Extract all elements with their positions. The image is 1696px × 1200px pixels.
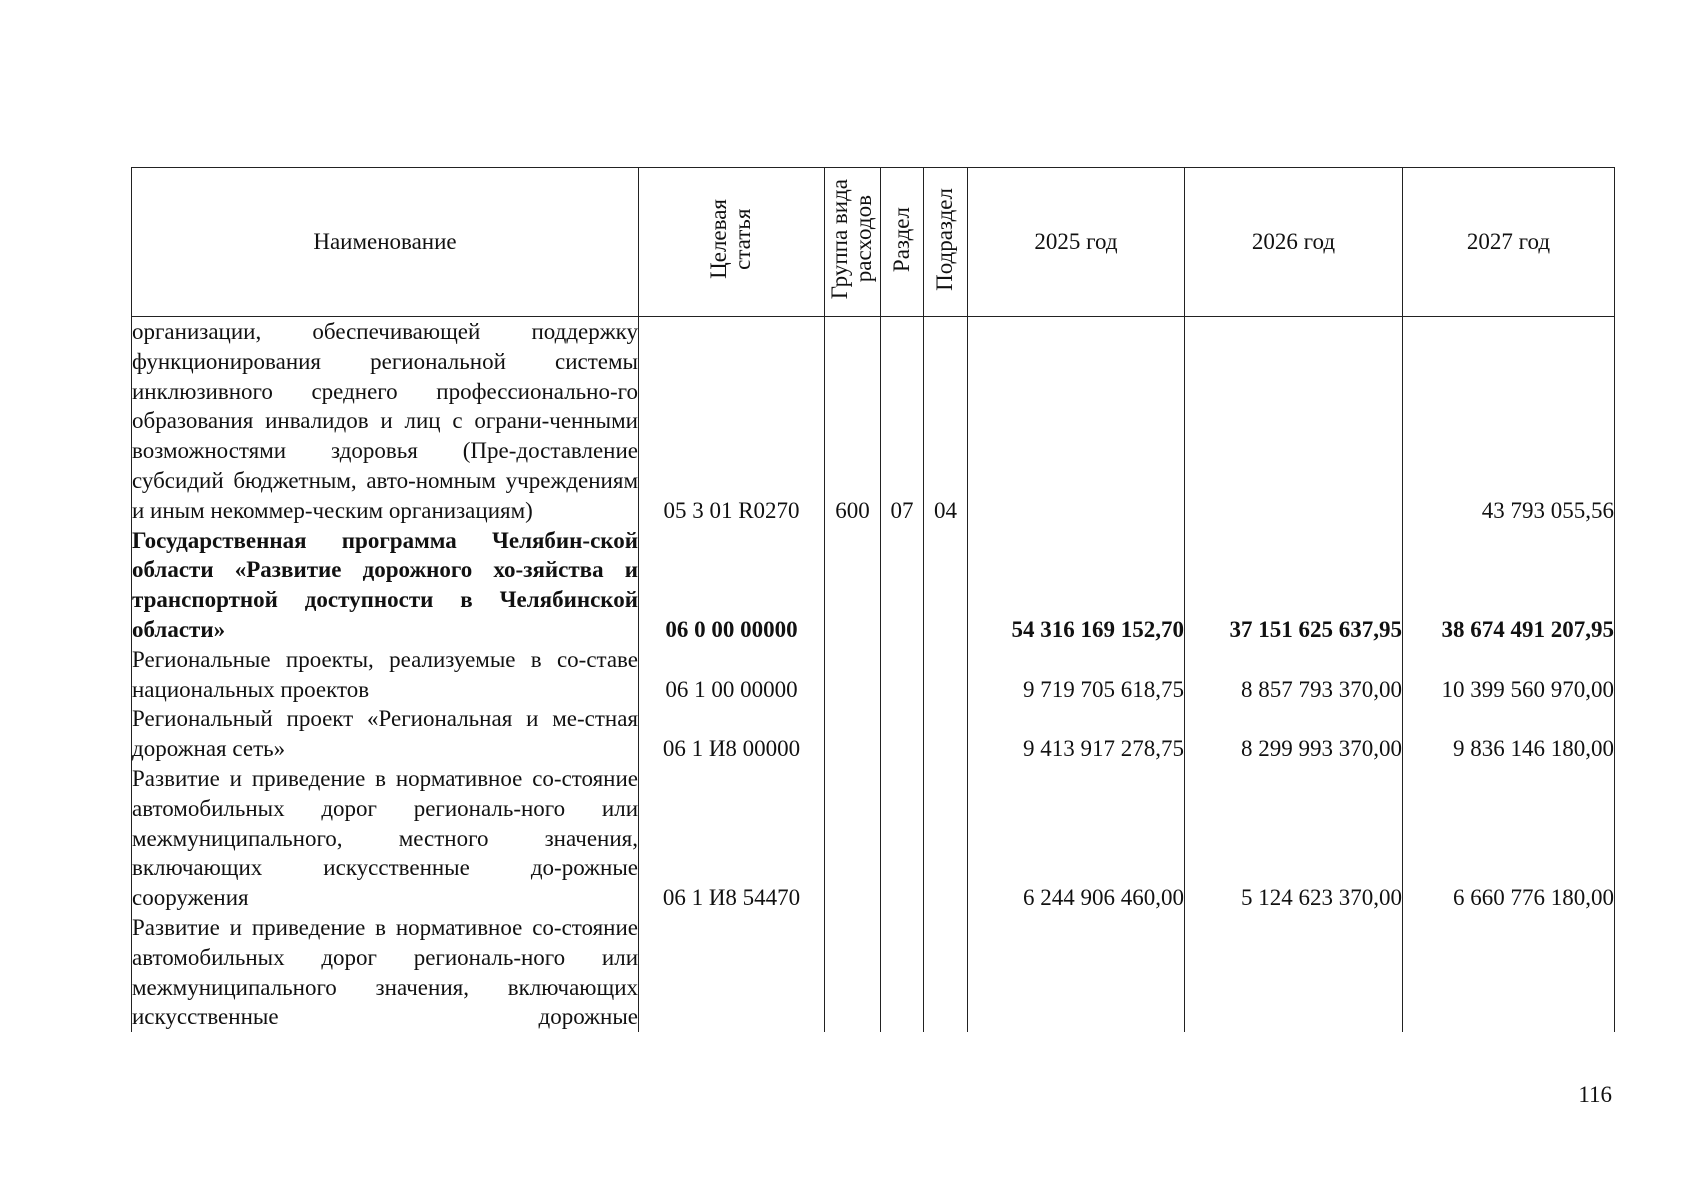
row-2026: 8 299 993 370,00 [1185,704,1403,764]
row-section [881,526,924,645]
table-row [132,704,1615,764]
row-group [825,645,881,705]
row-2027: 6 660 776 180,00 [1403,764,1615,913]
header-expense-group: Группа вида расходов [825,168,881,317]
header-name: Наименование [132,168,639,317]
row-2025 [968,913,1185,1032]
row-2026: 37 151 625 637,95 [1185,526,1403,645]
row-group [825,704,881,764]
row-target: 06 0 00 00000 [639,526,825,645]
row-2027: 9 836 146 180,00 [1403,704,1615,764]
row-subsection [924,645,968,705]
row-target: 05 3 01 R0270 [639,317,825,526]
row-subsection [924,913,968,1032]
row-2025: 54 316 169 152,70 [968,526,1185,645]
row-2026: 5 124 623 370,00 [1185,764,1403,913]
row-name: Развитие и приведение в нормативное со-стояние автомобильных дорог региональ-ного или межмуниципального значения, включающих искусственные дорожные [132,913,639,1032]
row-group: 600 [825,317,881,526]
row-name: Региональные проекты, реализуемые в со-ставе национальных проектов [132,645,639,705]
row-group [825,913,881,1032]
table-row [132,764,1615,913]
row-target: 06 1 00 00000 [639,645,825,705]
row-subsection [924,526,968,645]
header-section: Раздел [881,168,924,317]
row-2027: 10 399 560 970,00 [1403,645,1615,705]
header-subsection: Подраздел [924,168,968,317]
header-2027: 2027 год [1403,168,1615,317]
row-group [825,526,881,645]
header-2025: 2025 год [968,168,1185,317]
row-name: Региональный проект «Региональная и ме-стная дорожная сеть» [132,704,639,764]
table-row [132,526,1615,645]
row-name: организации, обеспечивающей поддержку функционирования региональной системы инклюзивного среднего профессионально-го образования инвалидов и лиц с ограни-ченными возможностями здоровья (Пре-доставление субсидий бюджетным, авто-номным учреждениям и иным некоммер-ческим организациям) [132,317,639,526]
row-2027 [1403,913,1615,1032]
row-target [639,913,825,1032]
row-2027: 43 793 055,56 [1403,317,1615,526]
budget-table [131,167,1615,1032]
table-row [132,317,1615,526]
header-target-article: Целевая статья [639,168,825,317]
row-section [881,913,924,1032]
row-section: 07 [881,317,924,526]
row-subsection: 04 [924,317,968,526]
row-group [825,764,881,913]
row-2026 [1185,317,1403,526]
row-name: Государственная программа Челябин-ской области «Развитие дорожного хо-зяйства и транспортной доступности в Челябинской области» [132,526,639,645]
page-number: 116 [1578,1082,1612,1107]
row-section [881,764,924,913]
row-section [881,645,924,705]
table-row [132,645,1615,705]
row-2026: 8 857 793 370,00 [1185,645,1403,705]
row-2025 [968,317,1185,526]
row-2025: 9 719 705 618,75 [968,645,1185,705]
row-2025: 9 413 917 278,75 [968,704,1185,764]
row-target: 06 1 И8 54470 [639,764,825,913]
row-2027: 38 674 491 207,95 [1403,526,1615,645]
row-subsection [924,764,968,913]
row-target: 06 1 И8 00000 [639,704,825,764]
row-2025: 6 244 906 460,00 [968,764,1185,913]
row-subsection [924,704,968,764]
header-2026: 2026 год [1185,168,1403,317]
row-2026 [1185,913,1403,1032]
row-section [881,704,924,764]
header-row [132,168,1615,317]
table-row [132,913,1615,1032]
row-name: Развитие и приведение в нормативное со-стояние автомобильных дорог региональ-ного или межмуниципального, местного значения, включающих искусственные до-рожные сооружения [132,764,639,913]
